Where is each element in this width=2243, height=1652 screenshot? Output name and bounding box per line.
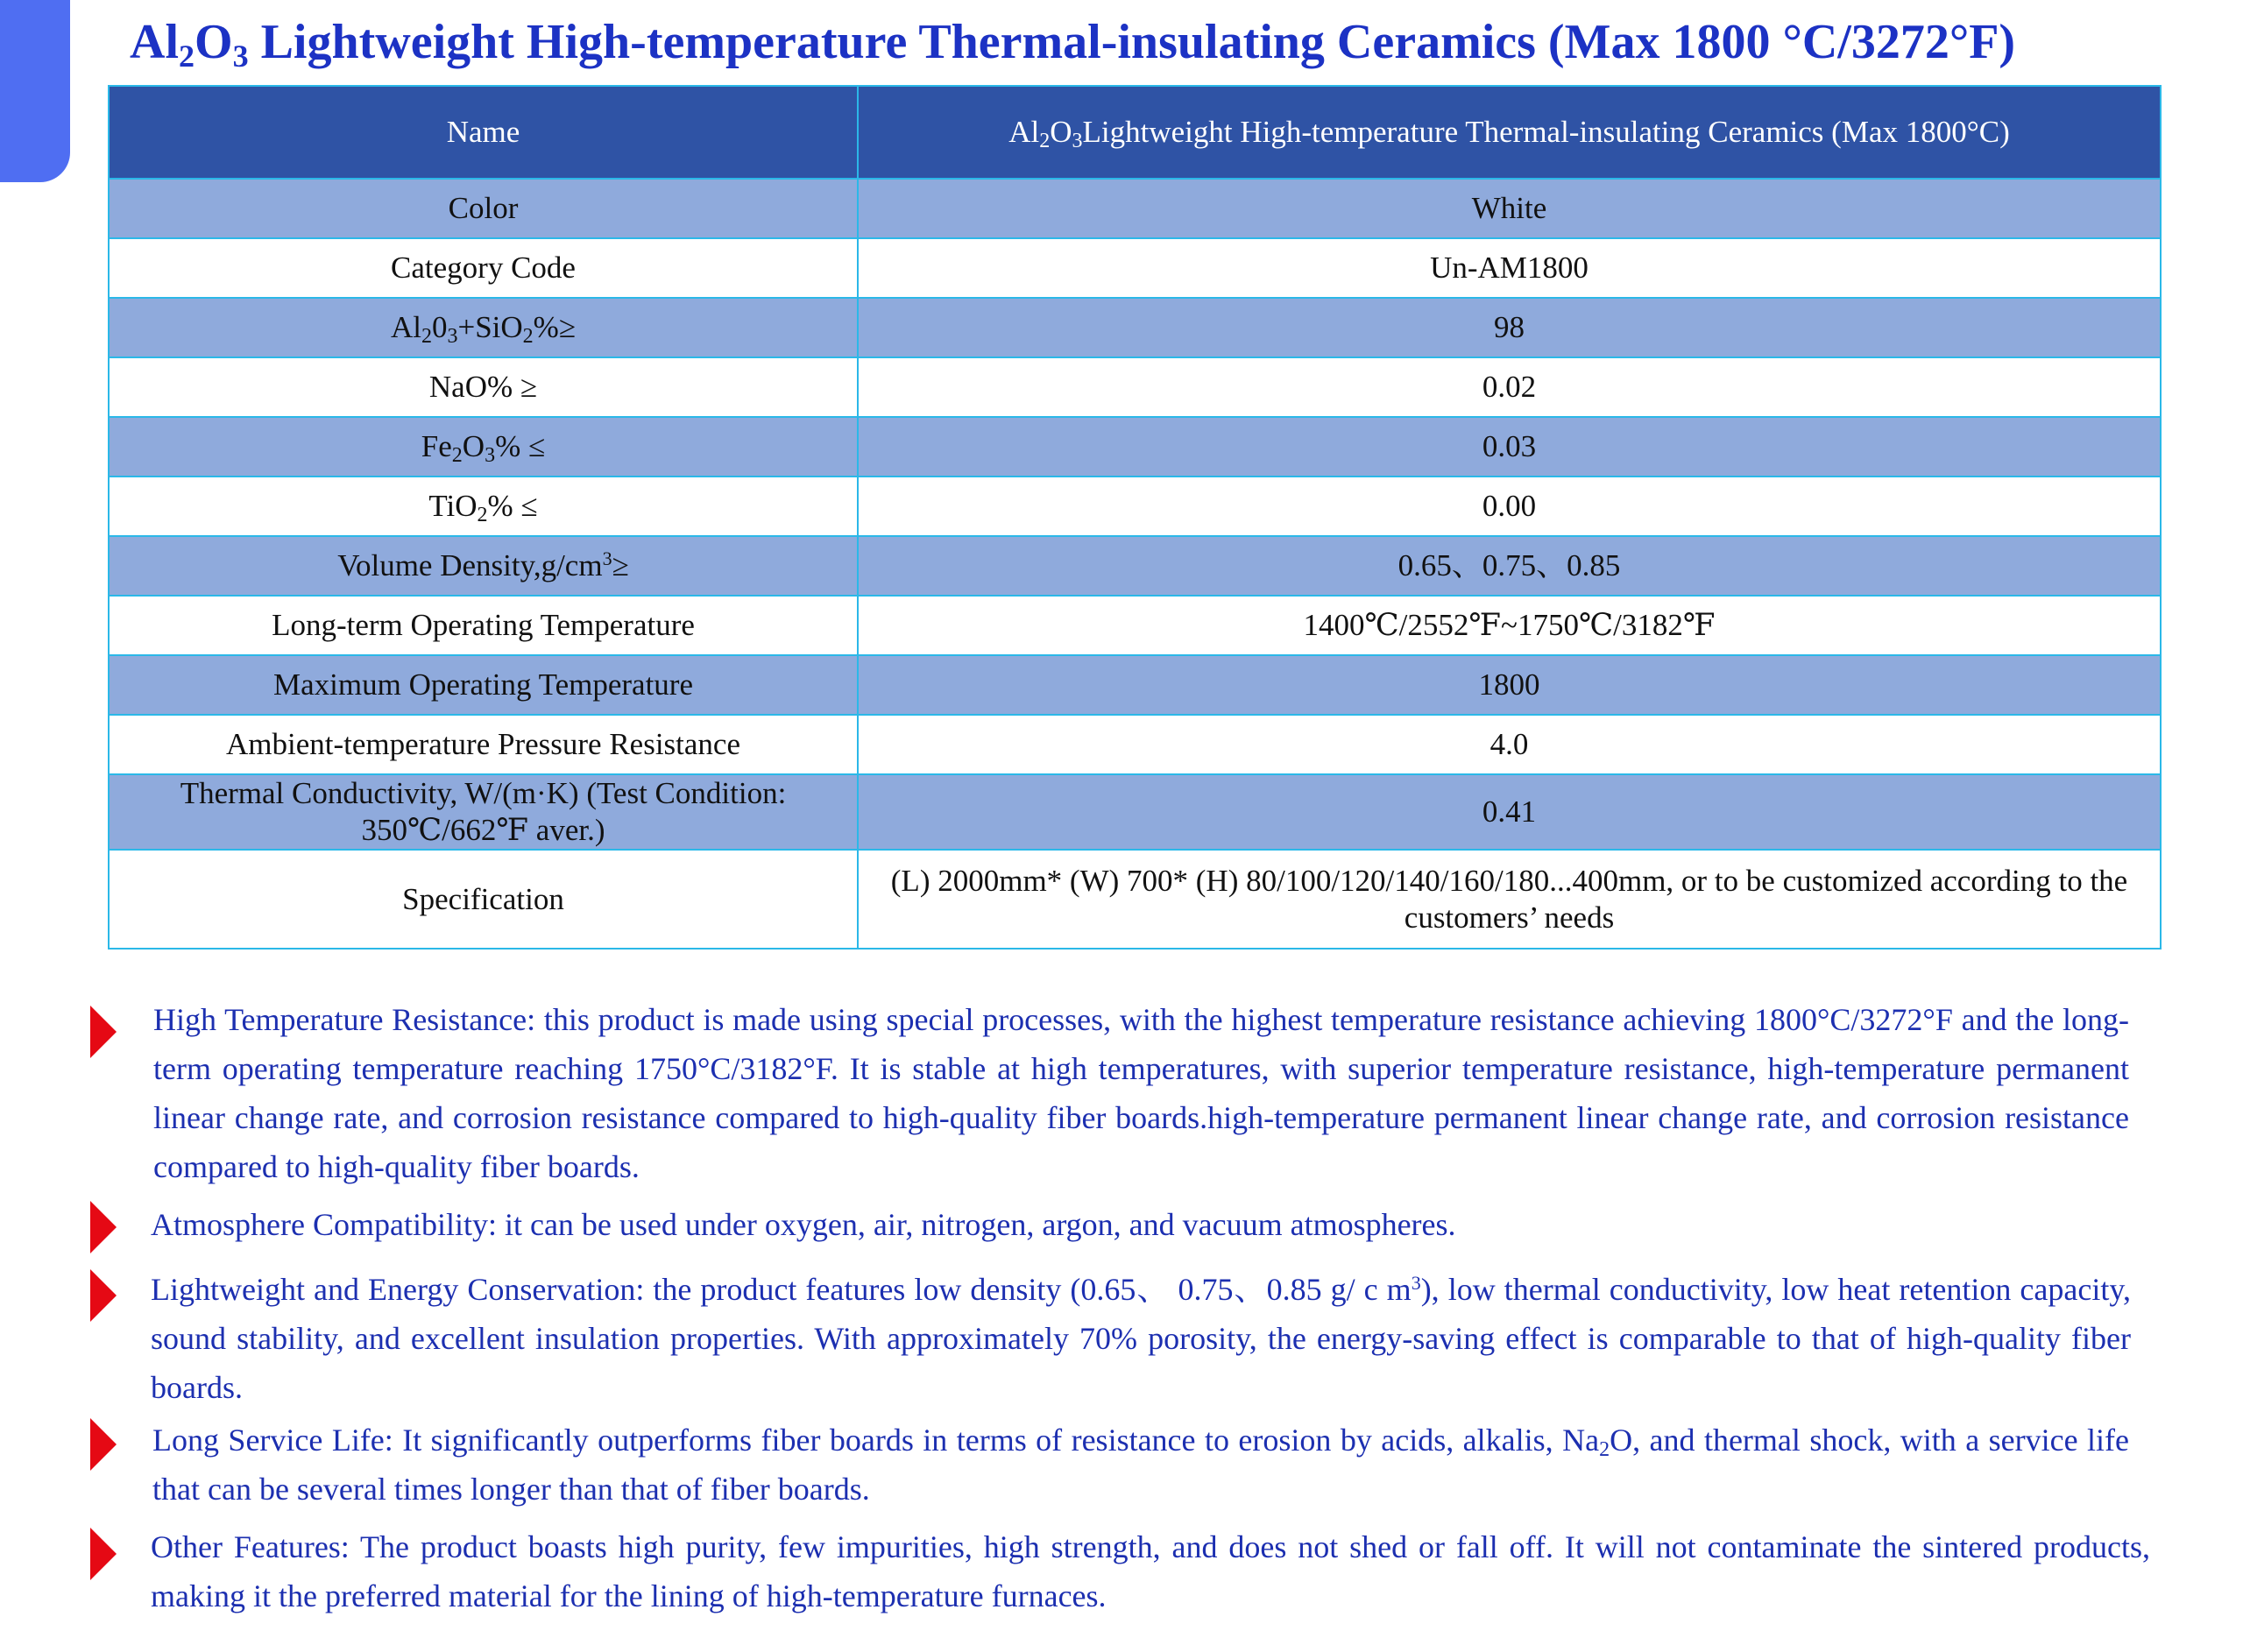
product-name-subscript: 3 — [1072, 130, 1083, 152]
label-superscript: 3 — [602, 547, 612, 569]
bullet-arrow-icon — [90, 1006, 117, 1058]
row-label-max-temp: Maximum Operating Temperature — [109, 655, 858, 715]
table-row — [109, 179, 2161, 238]
feature-text — [152, 1415, 2129, 1514]
feature-text-part: O, and thermal shock, with a service life that can be several times longer than that of fiber boards. — [152, 1423, 2129, 1507]
header-cell-name: Name — [109, 86, 858, 179]
label-subscript: 3 — [485, 444, 496, 467]
title-text: O — [195, 15, 233, 69]
table-row — [109, 357, 2161, 417]
label-subscript: 3 — [447, 325, 458, 348]
row-label-longterm-temp: Long-term Operating Temperature — [109, 596, 858, 655]
feature-superscript: 3 — [1411, 1272, 1421, 1294]
row-label-color: Color — [109, 179, 858, 238]
row-label-density — [109, 536, 858, 596]
table-row — [109, 596, 2161, 655]
product-name-text: O — [1050, 115, 1072, 149]
label-text: % ≤ — [487, 489, 538, 523]
row-value-thermal-conductivity: 0.41 — [858, 774, 2161, 850]
feature-subscript: 2 — [1599, 1438, 1610, 1461]
row-value-category: Un-AM1800 — [858, 238, 2161, 298]
label-text: Volume Density,g/cm — [337, 548, 603, 582]
table-row — [109, 477, 2161, 536]
row-label-fe2o3 — [109, 417, 858, 477]
label-subscript: 2 — [421, 325, 432, 348]
label-subscript: 2 — [451, 444, 463, 467]
label-text: % ≤ — [495, 429, 546, 463]
row-value-color: White — [858, 179, 2161, 238]
label-line: 350℃/662℉ aver.) — [361, 813, 605, 847]
header-cell-product — [858, 86, 2161, 179]
table-row — [109, 238, 2161, 298]
row-value-density: 0.65、0.75、0.85 — [858, 536, 2161, 596]
table-row — [109, 536, 2161, 596]
row-label-pressure: Ambient-temperature Pressure Resistance — [109, 715, 858, 774]
table-header-row — [109, 86, 2161, 179]
label-text: ≥ — [612, 548, 629, 582]
label-line: Thermal Conductivity, W/(m·K) (Test Condition: — [180, 776, 787, 810]
label-text: 0 — [431, 310, 448, 344]
table-row — [109, 715, 2161, 774]
row-value-specification — [858, 850, 2161, 949]
row-value-pressure: 4.0 — [858, 715, 2161, 774]
label-text: %≥ — [533, 310, 577, 344]
table-row — [109, 417, 2161, 477]
bullet-arrow-icon — [90, 1528, 117, 1580]
row-label-nao: NaO% ≥ — [109, 357, 858, 417]
value-line: (L) 2000mm* (W) 700* (H) 80/100/120/140/160/180...400mm, or to be customized according to the — [890, 863, 2128, 898]
title-subscript: 2 — [179, 39, 195, 74]
label-text: TiO — [428, 489, 478, 523]
product-name-text: Lightweight High-temperature Thermal-insulating Ceramics (Max 1800°C) — [1082, 115, 2010, 149]
row-value-tio2: 0.00 — [858, 477, 2161, 536]
table-row — [109, 655, 2161, 715]
page-title — [130, 7, 2015, 77]
row-label-al-si — [109, 298, 858, 357]
row-label-tio2 — [109, 477, 858, 536]
row-label-specification: Specification — [109, 850, 858, 949]
product-name-subscript: 2 — [1039, 130, 1051, 152]
row-value-al-si: 98 — [858, 298, 2161, 357]
label-subscript: 2 — [477, 504, 488, 526]
label-text: O — [462, 429, 485, 463]
table-row — [109, 298, 2161, 357]
feature-text — [151, 1265, 2131, 1412]
corner-accent-tab — [0, 0, 70, 182]
label-text: Al — [390, 310, 421, 344]
row-value-nao: 0.02 — [858, 357, 2161, 417]
title-text: Al — [130, 15, 179, 69]
value-line: customers’ needs — [1404, 900, 1615, 935]
title-text: Lightweight High-temperature Thermal-insulating Ceramics (Max 1800 °C/3272°F) — [248, 15, 2016, 69]
feature-text-part: ), low thermal conductivity, low heat retention capacity, sound stability, and excellent insulation properties. With approximately 70% porosity, the energy-saving effect is comparable to that of high-quality fiber boards. — [151, 1272, 2131, 1405]
title-subscript: 3 — [232, 39, 249, 74]
table-row — [109, 850, 2161, 949]
feature-text-part: Lightweight and Energy Conservation: the product features low density (0.65、 0.75、0.85 g/ c m — [151, 1272, 1412, 1307]
feature-text: Other Features: The product boasts high purity, few impurities, high strength, and does not shed or fall off. It will not contaminate the sintered products, making it the preferred material for the lining of high-temperature furnaces. — [151, 1529, 2150, 1613]
row-value-longterm-temp: 1400℃/2552℉~1750℃/3182℉ — [858, 596, 2161, 655]
label-text: +SiO — [457, 310, 523, 344]
row-label-thermal-conductivity — [109, 774, 858, 850]
row-value-fe2o3: 0.03 — [858, 417, 2161, 477]
feature-text-part: Long Service Life: It significantly outperforms fiber boards in terms of resistance to erosion by acids, alkalis, Na — [152, 1423, 1600, 1458]
bullet-arrow-icon — [90, 1201, 117, 1253]
bullet-arrow-icon — [90, 1418, 117, 1471]
feature-text: High Temperature Resistance: this product is made using special processes, with the highest temperature resistance achieving 1800°C/3272°F and the long-term operating temperature reaching 1750°C/3182°F. It is stable at high temperatures, with superior temperature resistance, high-temperature permanent linear change rate, and corrosion resistance compared to high-quality fiber boards.high-temperature permanent linear change rate, and corrosion resistance compared to high-quality fiber boards. — [153, 1002, 2129, 1184]
label-text: Fe — [421, 429, 452, 463]
bullet-arrow-icon — [90, 1269, 117, 1322]
product-name-text: Al — [1008, 115, 1040, 149]
table-row — [109, 774, 2161, 850]
row-label-category: Category Code — [109, 238, 858, 298]
specification-table — [108, 85, 2162, 950]
label-subscript: 2 — [522, 325, 534, 348]
row-value-max-temp: 1800 — [858, 655, 2161, 715]
feature-text: Atmosphere Compatibility: it can be used under oxygen, air, nitrogen, argon, and vacuum atmospheres. — [151, 1207, 1456, 1242]
